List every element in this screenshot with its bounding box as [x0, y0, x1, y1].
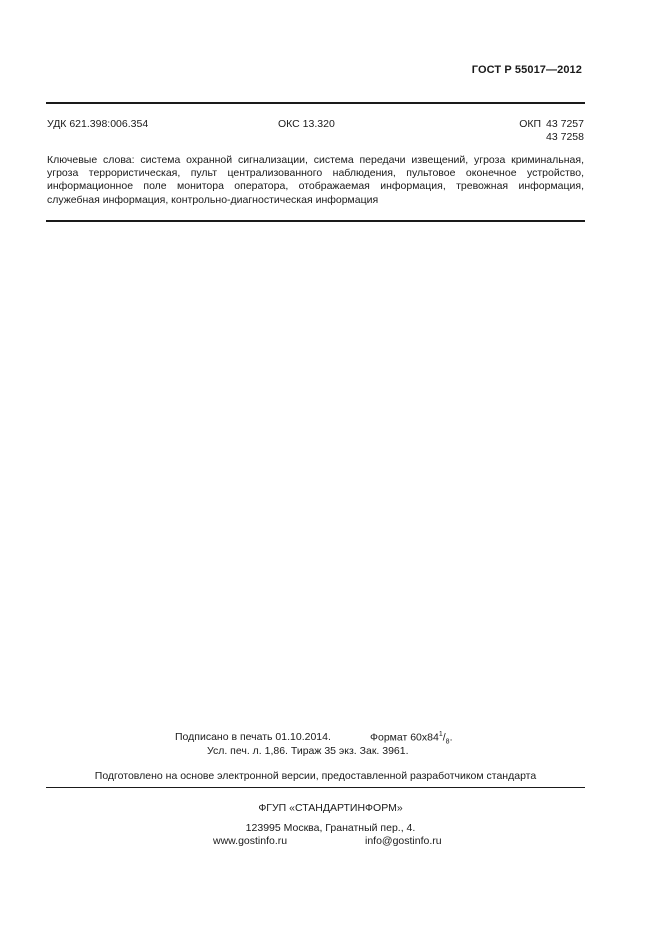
format-numerator: 1: [438, 731, 443, 738]
oks-code: ОКС 13.320: [278, 118, 335, 130]
keywords-paragraph: Ключевые слова: система охранной сигнализации, система передачи извещений, угроза криминальная, угроза террористическая, пульт централизованного наблюдения, пультовое оконечное устройство, информационное поле монитора оператора, отображаемая информация, тревожная информация, служебная информация, контрольно-диагностическая информация: [47, 154, 584, 206]
email-link[interactable]: info@gostinfo.ru: [365, 835, 442, 847]
udk-code: УДК 621.398:006.354: [47, 118, 149, 130]
okp-code-2: 43 7258: [546, 131, 584, 143]
top-divider: [46, 102, 585, 104]
publisher-contacts: [213, 835, 442, 847]
signed-date: Подписано в печать 01.10.2014.: [175, 731, 331, 743]
imprint-line-1: [175, 731, 453, 746]
okp-block: [519, 118, 584, 144]
okp-label: ОКП: [519, 118, 542, 130]
classification-row: [47, 118, 584, 148]
bottom-divider: [46, 787, 585, 788]
format-suffix: .: [449, 731, 453, 744]
publisher-name: ФГУП «СТАНДАРТИНФОРМ»: [258, 802, 403, 814]
standard-code: ГОСТ Р 55017—2012: [471, 64, 582, 76]
prepared-note: Подготовлено на основе электронной версии, предоставленной разработчиком стандарта: [94, 770, 537, 782]
paper-format: Формат $60x84^1/_8$.: [370, 731, 453, 746]
format-denominator: 8: [445, 738, 450, 746]
print-details: Усл. печ. л. 1,86. Тираж 35 экз. Зак. 3961.: [207, 745, 409, 757]
publisher-address: 123995 Москва, Гранатный пер., 4.: [245, 822, 416, 834]
middle-divider: [46, 220, 585, 222]
okp-code-1: 43 7257: [546, 118, 584, 130]
format-prefix: Формат 60x84: [370, 731, 439, 744]
website-link[interactable]: www.gostinfo.ru: [213, 835, 288, 847]
okp-codes: [546, 118, 584, 144]
